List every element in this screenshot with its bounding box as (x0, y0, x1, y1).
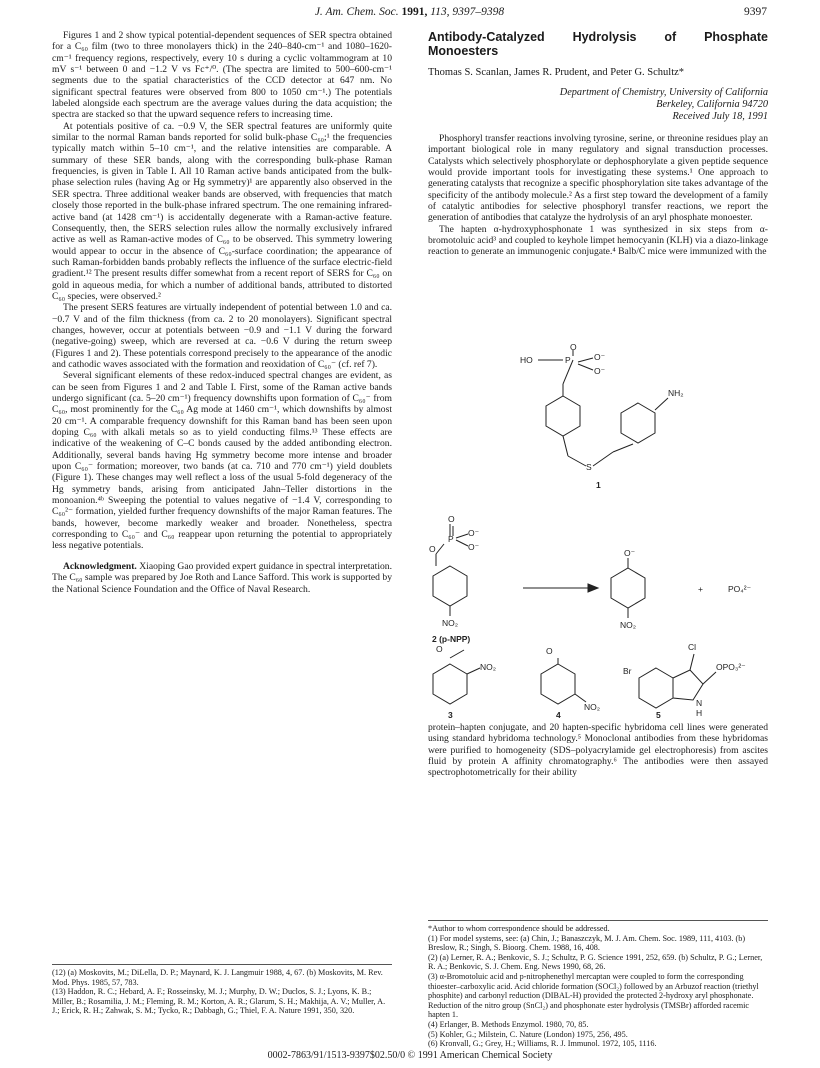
footnote: (3) α-Bromotoluic acid and p-nitrophenethyl mercaptan were coupled to form the corresponding thioester–carboxylic acid. Acid chloride formation (SOCl₂) followed by an Arbuzof reaction (triethyl phosphite) and carbonyl reduction (DIBAL-H) provided the protected 2-hydroxy aryl phosphonate. Reduction of the nitro group (SnCl₂) and phosphonate ester hydrolysis (TMSBr) afforded racemic hapten 1. (428, 971, 759, 1020)
paragraph: The present SERS features are virtually independent of potential between 1.0 and ca. −0.7 V and of the film thickness (from ca. 2 to 20 monolayers). Significant spectral changes, however, occur at potentials between −0.9 and −1.1 V during the forward (negative-going) sweep, which are reversed at ca. −0.6 V during the return sweep (Figures 1 and 2). These potentials correspond precisely to the appearance of the anodic and cathodic waves associated with the formation and reoxidation of C₆₀⁻ (cf. ref 7). (52, 302, 392, 370)
footnote: (13) Haddon, R. C.; Hebard, A. F.; Rosseinsky, M. J.; Murphy, D. W.; Duclos, S. J.; Lyons, K. B.; Miller, B.; Rosamilia, J. M.; Fleming, R. M.; Korton, A. R.; Glarum, S. H.; Makhija, A. V.; Muller, A. J.; Erick, R. H.; Zahwak, S. M.; Tycko, R.; Dabbagh, G.; Thiel, F. A. Nature 1991, 350, 320. (52, 987, 386, 1016)
paragraph: At potentials positive of ca. −0.9 V, the SER spectral features are uniformly quite similar to the normal Raman bands reported for solid bulk-phase C₆₀;¹ the frequencies typically match within 5–10 cm⁻¹, and the relative intensities are comparable. A summary of these SER bands, along with the corresponding bulk-phase Raman frequencies, is given in Table I. All 10 Raman active bands anticipated from the bulk-phase selection rules (having Ag or Hg symmetry)¹ are apparently also observed in the SER spectra. Three additional weaker bands are observed, with frequencies that match closely those reported in the bulk-phase infrared spectrum. The one remaining infrared-active band (at 1428 cm⁻¹) is accidentally degenerate with a Raman-active feature. Consequently, then, the SERS selection rules allow the normally exclusively infrared active as well as Raman-active modes of C₆₀ to be observed. This symmetry lowering would appear to occur in the absence of C₆₀-surface coordination; the appearance of such Raman-forbidden bands probably reflects the influence of the surface electric-field gradient.¹² The present results differ somewhat from a recent report of SERS for C₆₀ on gold in aqueous media, for which a number of additional bands, attributed to distorted C₆₀ species, were observed.² (52, 120, 392, 302)
authors: Thomas S. Scanlan, James R. Prudent, and Peter G. Schultz* (428, 67, 685, 78)
scheme-no2-label: NO₂ (480, 662, 497, 672)
scheme-cl-label: Cl (688, 642, 697, 652)
scheme-p-label: P (448, 534, 454, 544)
footnote: *Author to whom correspondence should be addressed. (428, 924, 610, 933)
right-footnotes (428, 920, 768, 1049)
footnote: (6) Kronvall, G.; Grey, H.; Williams, R. J. Immunol. 1972, 105, 1116. (428, 1039, 657, 1049)
scheme-p-label: P (565, 355, 571, 365)
paragraph: Several significant elements of these redox-induced spectral changes are evident, as can be seen from Figures 1 and 2 and Table I. First, some of the Raman active bands undergo significant (ca. 5–20 cm⁻¹) frequency downshifts upon formation of C₆₀⁻ from C₆₀, most prominently for the C₆₀ Ag mode at 1460 cm⁻¹, which downshifts by almost 20 cm⁻¹. A comparable frequency downshift for this Raman band has been seen upon doping C₆₀ with alkali metals so as to yield conducting films.¹³ These effects are indicative of the weakening of C–C bonds caused by the added antibonding electron. Additionally, several bands having Hg symmetry become more intense and broader upon C₆₀⁻ formation; moreover, two bands (at ca. 710 and 770 cm⁻¹) yield doublets (Figure 1). These changes may well reflect a loss of the usual 5-fold degeneracy of the Hg symmetry bands, arising from anticipated Jahn–Teller distortions in the monoanion.⁴ᵇ Sweeping the potential to values negative of −1.4 V, corresponding to C₆₀²⁻ formation, yielded further frequency downshifts of the major Raman features. The bands, however, become markedly weaker and broader. Nonetheless, spectra corresponding to C₆₀⁻ and C₆₀ reappear upon returning the potential to appropriately less negative potentials. (52, 370, 392, 552)
paragraph: Phosphoryl transfer reactions involving tyrosine, serine, or threonine residues play an important biological role in many regulatory and signal transduction processes. Catalysts which selectively phosphorylate or dephosphorylate a given peptide sequence would provide important tools for investigating these systems.¹ One approach to generating catalysts that recognize a specific phosphorylation site takes advantage of the specificity of the antibody molecule.² As a first step toward the development of a family of catalytic antibodies for selective phosphoryl transfer reactions, we report the generation of antibodies that catalyze the hydrolysis of an aryl phosphate monoester. (428, 133, 768, 224)
affiliation: Department of Chemistry, University of California Berkeley, California 94720 Received July 18, 1991 (559, 87, 768, 122)
scheme-o-minus-label: O⁻ (624, 548, 636, 558)
scheme-plus: + (698, 584, 703, 594)
scheme-o-label: O (448, 514, 455, 524)
compound-4-label: 4 (556, 710, 561, 720)
scheme-o-minus-label: O⁻ (594, 366, 606, 376)
scheme-no2-label: NO₂ (584, 702, 601, 712)
scheme-no2-label: NO₂ (442, 618, 459, 628)
scheme-phosphate: PO₄²⁻ (728, 584, 752, 594)
scheme-o-label: O (570, 342, 577, 352)
scheme-s-label: S (586, 462, 592, 472)
scheme-o-minus-label: O⁻ (468, 542, 480, 552)
journal-citation: J. Am. Chem. Soc. 1991, 113, 9397–9398 (314, 6, 505, 18)
scheme-no2-label: NO₂ (620, 620, 637, 630)
acknowledgment: Acknowledgment. Xiaoping Gao provided expert guidance in spectral interpretation. The C₆₀ sample was prepared by Joe Roth and Lance Safford. This work is supported by the National Science Foundation and the Office of Naval Research. (52, 560, 392, 595)
article-title: Antibody-Catalyzed Hydrolysis of Phosphate Monoesters (428, 30, 768, 58)
footnote: (5) Kohler, G.; Milstein, C. Nature (London) 1975, 256, 495. (428, 1029, 628, 1039)
scheme-o-label: O (436, 644, 443, 654)
left-column (52, 30, 392, 595)
scheme-ho-label: HO (520, 355, 533, 365)
scheme-o-minus-label: O⁻ (594, 352, 606, 362)
paragraph: The hapten α-hydroxyphosphonate 1 was synthesized in six steps from α-bromotoluic acid³ and coupled to keyhole limpet hemocyanin (KLH) via a diazo-linkage reaction to generate an immunogenic conjugate.⁴ Balb/C mice were immunized with the (428, 223, 768, 258)
right-column (428, 30, 768, 258)
scheme-nh2-label: NH₂ (668, 388, 684, 398)
page-number: 9397 (744, 6, 767, 18)
scheme-opo3-label: OPO₃²⁻ (716, 662, 746, 672)
compound-1-label: 1 (596, 480, 601, 490)
paragraph: Figures 1 and 2 show typical potential-dependent sequences of SER spectra obtained for a C₆₀ film (two to three monolayers thick) in the 240–840-cm⁻¹ and 1080–1620-cm⁻¹ frequency regions, respectively, every 10 s during a cyclic voltammogram at 10 mV s⁻¹ between 0 and −1.2 V vs Fc⁺/⁰. (The spectra are limited to 500–600-cm⁻¹ segments due to the spatial characteristics of the CCD detector at 647 nm. No significant spectral features were observed from 800 to 1050 cm⁻¹.) The potentials labeled alongside each spectrum are the average values during the data acquistion; the spectra are stacked so that the upward sequence refers to increasing time. (52, 30, 392, 121)
scheme-o-label: O (546, 646, 553, 656)
scheme-n-label: N (696, 698, 703, 708)
compound-3-label: 3 (448, 710, 453, 720)
footnote: (2) (a) Lerner, R. A.; Benkovic, S. J.; Schultz, P. G. Science 1991, 252, 659. (b) Schultz, P. G.; Lerner, R. A.; Benkovic, S. J. Chem. Eng. News 1990, 68, 26. (428, 952, 763, 972)
page-footer: 0002-7863/91/1513-9397$02.50/0 © 1991 American Chemical Society (267, 1050, 553, 1061)
running-header (52, 6, 767, 22)
compound-5-label: 5 (656, 710, 661, 720)
scheme-o-label: O (429, 544, 436, 554)
scheme-o-minus-label: O⁻ (468, 528, 480, 538)
footnote: (12) (a) Moskovits, M.; DiLella, D. P.; Maynard, K. J. Langmuir 1988, 4, 67. (b) Moskovits, M. Rev. Mod. Phys. 1985, 57, 783. (52, 968, 383, 987)
footnote: (4) Erlanger, B. Methods Enzymol. 1980, 70, 85. (428, 1019, 589, 1029)
chemical-schemes (428, 342, 768, 720)
compound-2-label: 2 (p-NPP) (432, 634, 471, 644)
right-column-continued (428, 722, 768, 779)
paragraph: protein–hapten conjugate, and 20 hapten-specific hybridoma cell lines were generated using standard hybridoma technology.⁵ Monoclonal antibodies from these hybridomas were purified to homogeneity (SDS–polyacrylamide gel electrophoresis) from ascites fluid by protein A affinity chromatography.⁶ The antibodies were then assayed spectrophotometrically for their ability (428, 722, 768, 779)
left-footnotes (52, 964, 392, 1016)
scheme-br-label: Br (623, 666, 632, 676)
footnote: (1) For model systems, see: (a) Chin, J.; Banaszczyk, M. J. Am. Chem. Soc. 1989, 111, 4103. (b) Breslow, R.; Singh, S. Bioorg. Chem. 1988, 16, 408. (428, 933, 746, 953)
scheme-h-label: H (696, 708, 703, 718)
